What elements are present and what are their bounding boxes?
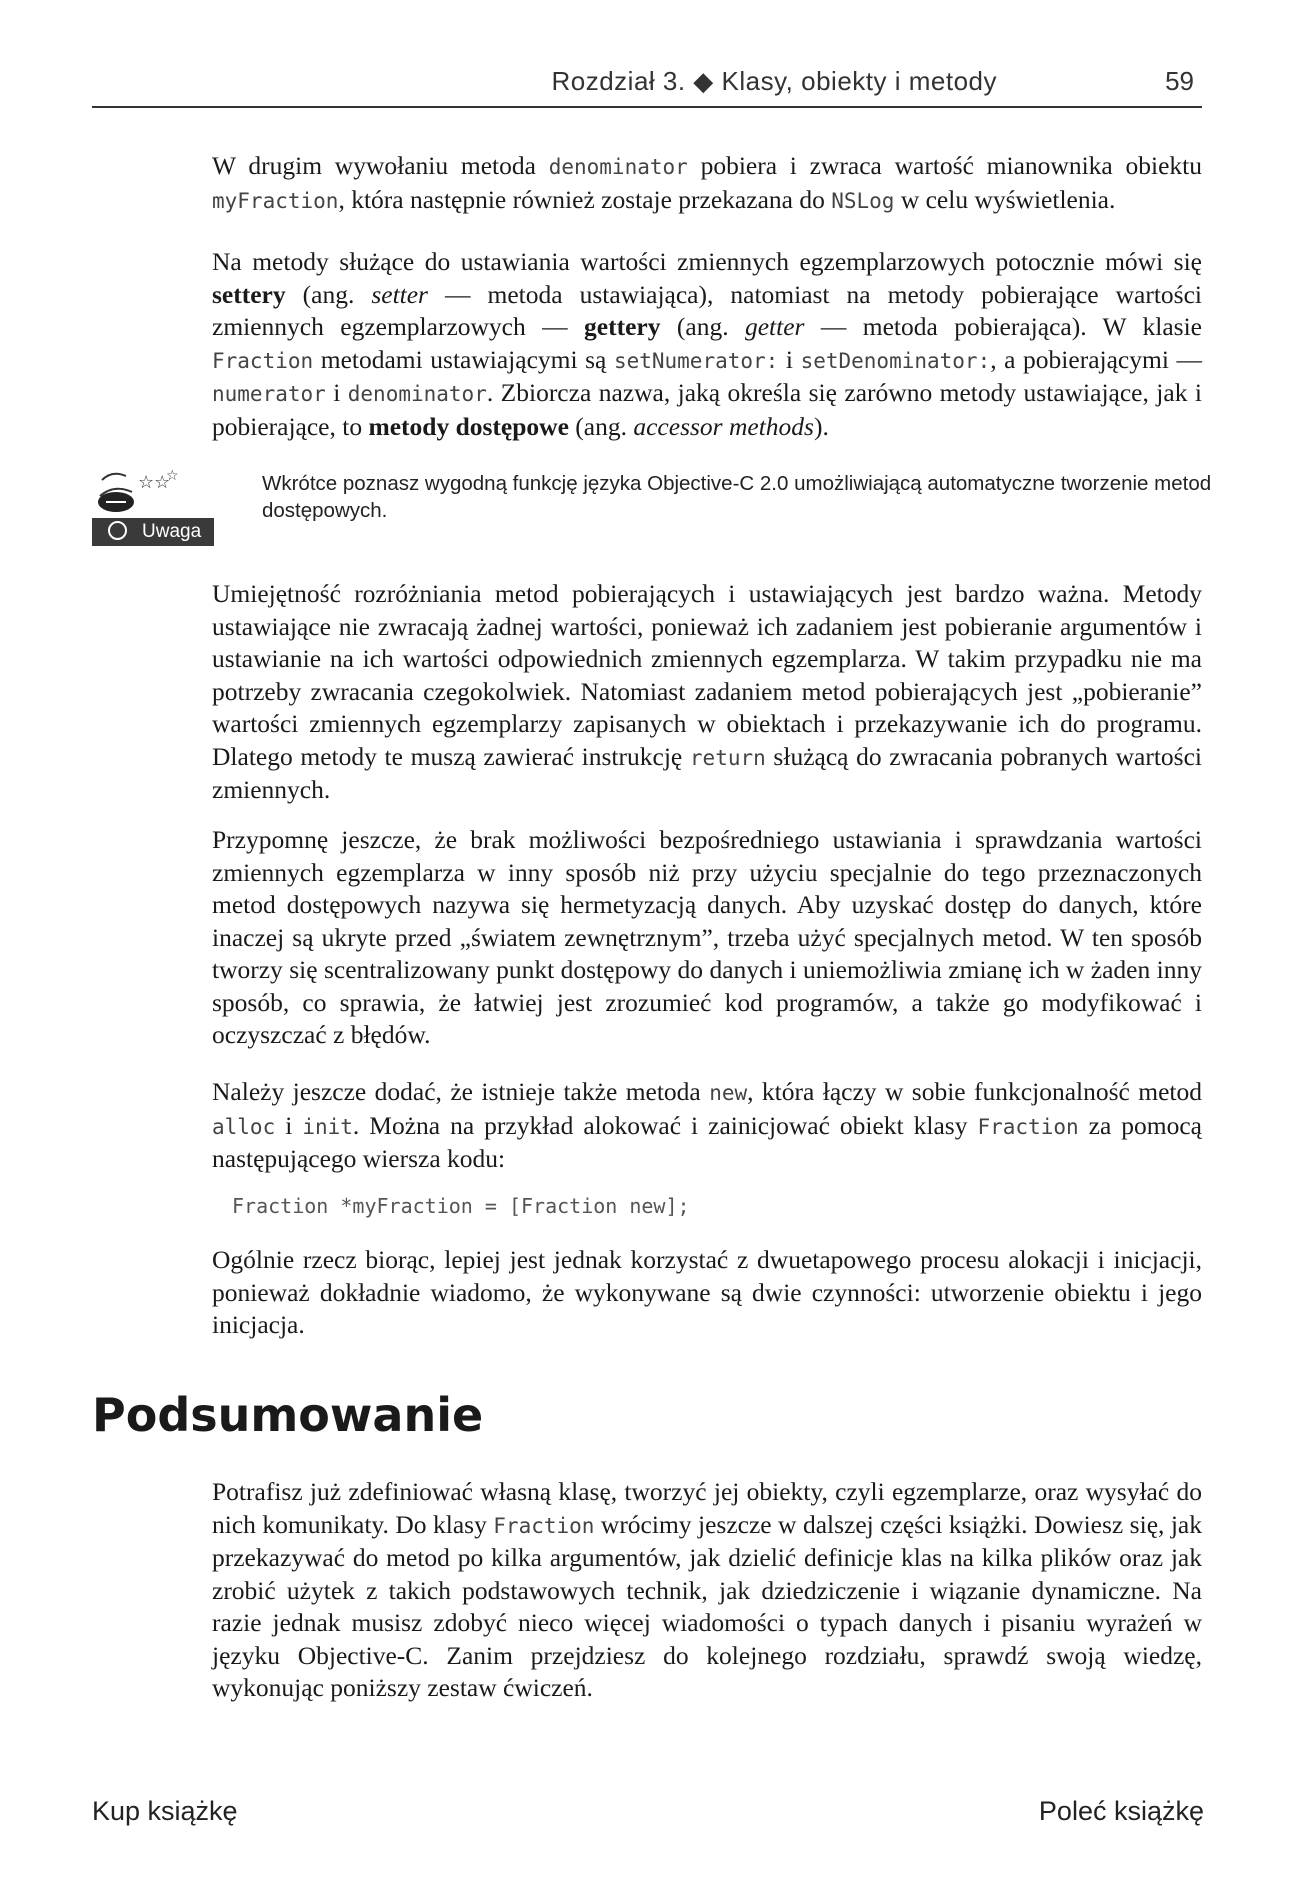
text: , a pobierającymi —: [990, 344, 1202, 374]
term-setter: setter: [371, 279, 428, 309]
text: . Zbiorcza nazwa, jaką określa się zarówno metody ustawiające, jak i pobierające, to: [212, 378, 1202, 441]
text: (ang.: [285, 279, 372, 309]
text: (ang.: [660, 312, 745, 341]
note-label: Uwaga: [142, 521, 202, 542]
buy-book-link[interactable]: Kup książkę: [92, 1796, 238, 1826]
text: i: [275, 1110, 303, 1140]
ring-icon: [108, 521, 127, 540]
code-init: init: [302, 1114, 353, 1139]
code-setnumerator: setNumerator:: [613, 348, 779, 373]
text: . Można na przykład alokować i zainicjować obiekt klasy: [352, 1110, 978, 1140]
stars-icon: [92, 466, 214, 518]
term-getter: getter: [744, 312, 805, 341]
svg-text:☆: ☆: [166, 468, 179, 484]
code-myfraction: myFraction: [212, 188, 339, 213]
text: (ang.: [568, 411, 634, 441]
code-fraction: Fraction: [977, 1114, 1079, 1139]
code-example: Fraction *myFraction = [Fraction new];: [232, 1194, 690, 1218]
text: — metoda pobierająca). W klasie: [804, 312, 1202, 341]
page-header: [92, 62, 1202, 108]
paragraph-4: Przypomnę jeszcze, że brak możliwości bezpośredniego ustawiania i sprawdzania wartości zmiennych egzemplarza w inny sposób niż przy użyciu specjalnie do tego przeznaczonych metod dostępowych nazywa się hermetyzacją danych. Aby uzyskać dostęp do danych, które inaczej są ukryte przed „światem zewnętrznym”, trzeba użyć specjalnych metod. W ten sposób tworzy się scentralizowany punkt dostępowy do danych i uniemożliwia zmianę ich w żaden inny sposób, co sprawia, że łatwiej jest zrozumieć kod programów, a także go modyfikować i oczyszczać z błędów.: [212, 825, 1202, 1049]
code-return: return: [689, 745, 766, 770]
text: wrócimy jeszcze w dalszej części książki. Dowiesz się, jak przekazywać do metod po kilka argumentów, jak dzielić definicje klas na kilka plików oraz jak zrobić użytek z takich podstawowych technik, jak dziedziczenie i wiązanie dynamiczne. Na razie jednak musisz zdobyć nieco więcej wiadomości o typach danych i pisaniu wyrażeń w języku Objective-C. Zanim przejdziesz do kolejnego rozdziału, sprawdź swoją wiedzę, wykonując poniższy zestaw ćwiczeń.: [212, 1509, 1203, 1702]
code-new: new: [709, 1081, 748, 1105]
text: i: [325, 378, 348, 407]
page-number: 59: [1165, 66, 1194, 96]
text: za pomocą następującego wiersza kodu:: [212, 1110, 1202, 1173]
paragraph-1: [212, 150, 1202, 217]
text: ).: [813, 411, 829, 441]
paragraph-2: [212, 246, 1202, 443]
code-setdenominator: setDenominator:: [800, 348, 991, 373]
paragraph-7: [212, 1476, 1202, 1705]
section-title: Podsumowanie: [92, 1388, 484, 1442]
text: Na metody służące do ustawiania wartości zmiennych egzemplarzowych potocznie mówi się: [212, 247, 1202, 276]
text: — metoda ustawiająca), natomiast na metody pobierające wartości zmiennych egzemplarzowych —: [212, 279, 1202, 341]
note-text: Wkrótce poznasz wygodną funkcję języka Objective-C 2.0 umożliwiającą automatyczne tworzenie metod dostępowych.: [262, 472, 1212, 522]
code-denominator: denominator: [548, 155, 688, 179]
code-nslog: NSLog: [831, 188, 895, 213]
code-numerator: numerator: [212, 382, 326, 406]
text: i: [778, 344, 801, 374]
paragraph-3: [212, 578, 1202, 807]
text: pobiera i zwraca wartość mianownika obiektu: [687, 151, 1202, 180]
note-icon: [92, 466, 214, 546]
text: , która następnie również zostaje przekazana do: [338, 184, 832, 214]
note-badge: [92, 518, 214, 546]
text: służącą do zwracania pobranych wartości zmiennych.: [212, 741, 1202, 804]
code-denominator: denominator: [347, 382, 487, 406]
paragraph-5: [212, 1076, 1202, 1176]
code-fraction: Fraction: [212, 348, 314, 373]
text: Należy jeszcze dodać, że istnieje także metoda: [212, 1077, 710, 1106]
text: metodami ustawiającymi są: [313, 344, 614, 374]
term-accessor-methods: accessor methods: [633, 411, 814, 441]
text: Potrafisz już zdefiniować własną klasę, tworzyć jej obiekty, czyli egzemplarze, oraz wysyłać do nich komunikaty. Do klasy: [212, 1477, 1202, 1539]
svg-text:☆☆: ☆☆: [138, 472, 171, 493]
term-settery: settery: [212, 279, 286, 309]
code-alloc: alloc: [212, 1114, 276, 1139]
term-metody-dostepowe: metody dostępowe: [368, 411, 569, 441]
code-fraction: Fraction: [493, 1513, 595, 1538]
paragraph-6: Ogólnie rzecz biorąc, lepiej jest jednak korzystać z dwuetapowego procesu alokacji i inicjacji, ponieważ dokładnie wiadomo, że wykonywane są dwie czynności: utworzenie obiektu i jego inicjacja.: [212, 1245, 1202, 1339]
text: W drugim wywołaniu metoda: [212, 151, 549, 180]
chapter-title: Rozdział 3. ◆ Klasy, obiekty i metody: [551, 66, 997, 96]
text: Umiejętność rozróżniania metod pobierających i ustawiających jest bardzo ważna. Metody ustawiające nie zwracają żadnej wartości, ponieważ ich zadaniem jest pobieranie argumentów i ustawianie na ich wartości odpowiednich zmiennych egzemplarza. W takim przypadku nie ma potrzeby zwracania czegokolwiek. Natomiast zadaniem metod pobierających jest „pobieranie” wartości zmiennych egzemplarzy zapisanych w obiektach i przekazywanie ich do programu. Dlatego metody te muszą zawierać instrukcję: [212, 579, 1202, 771]
text: , która łączy w sobie funkcjonalność metod: [747, 1077, 1203, 1106]
text: w celu wyświetlenia.: [894, 184, 1116, 214]
recommend-book-link[interactable]: Poleć książkę: [1038, 1796, 1204, 1826]
term-gettery: gettery: [584, 312, 661, 341]
